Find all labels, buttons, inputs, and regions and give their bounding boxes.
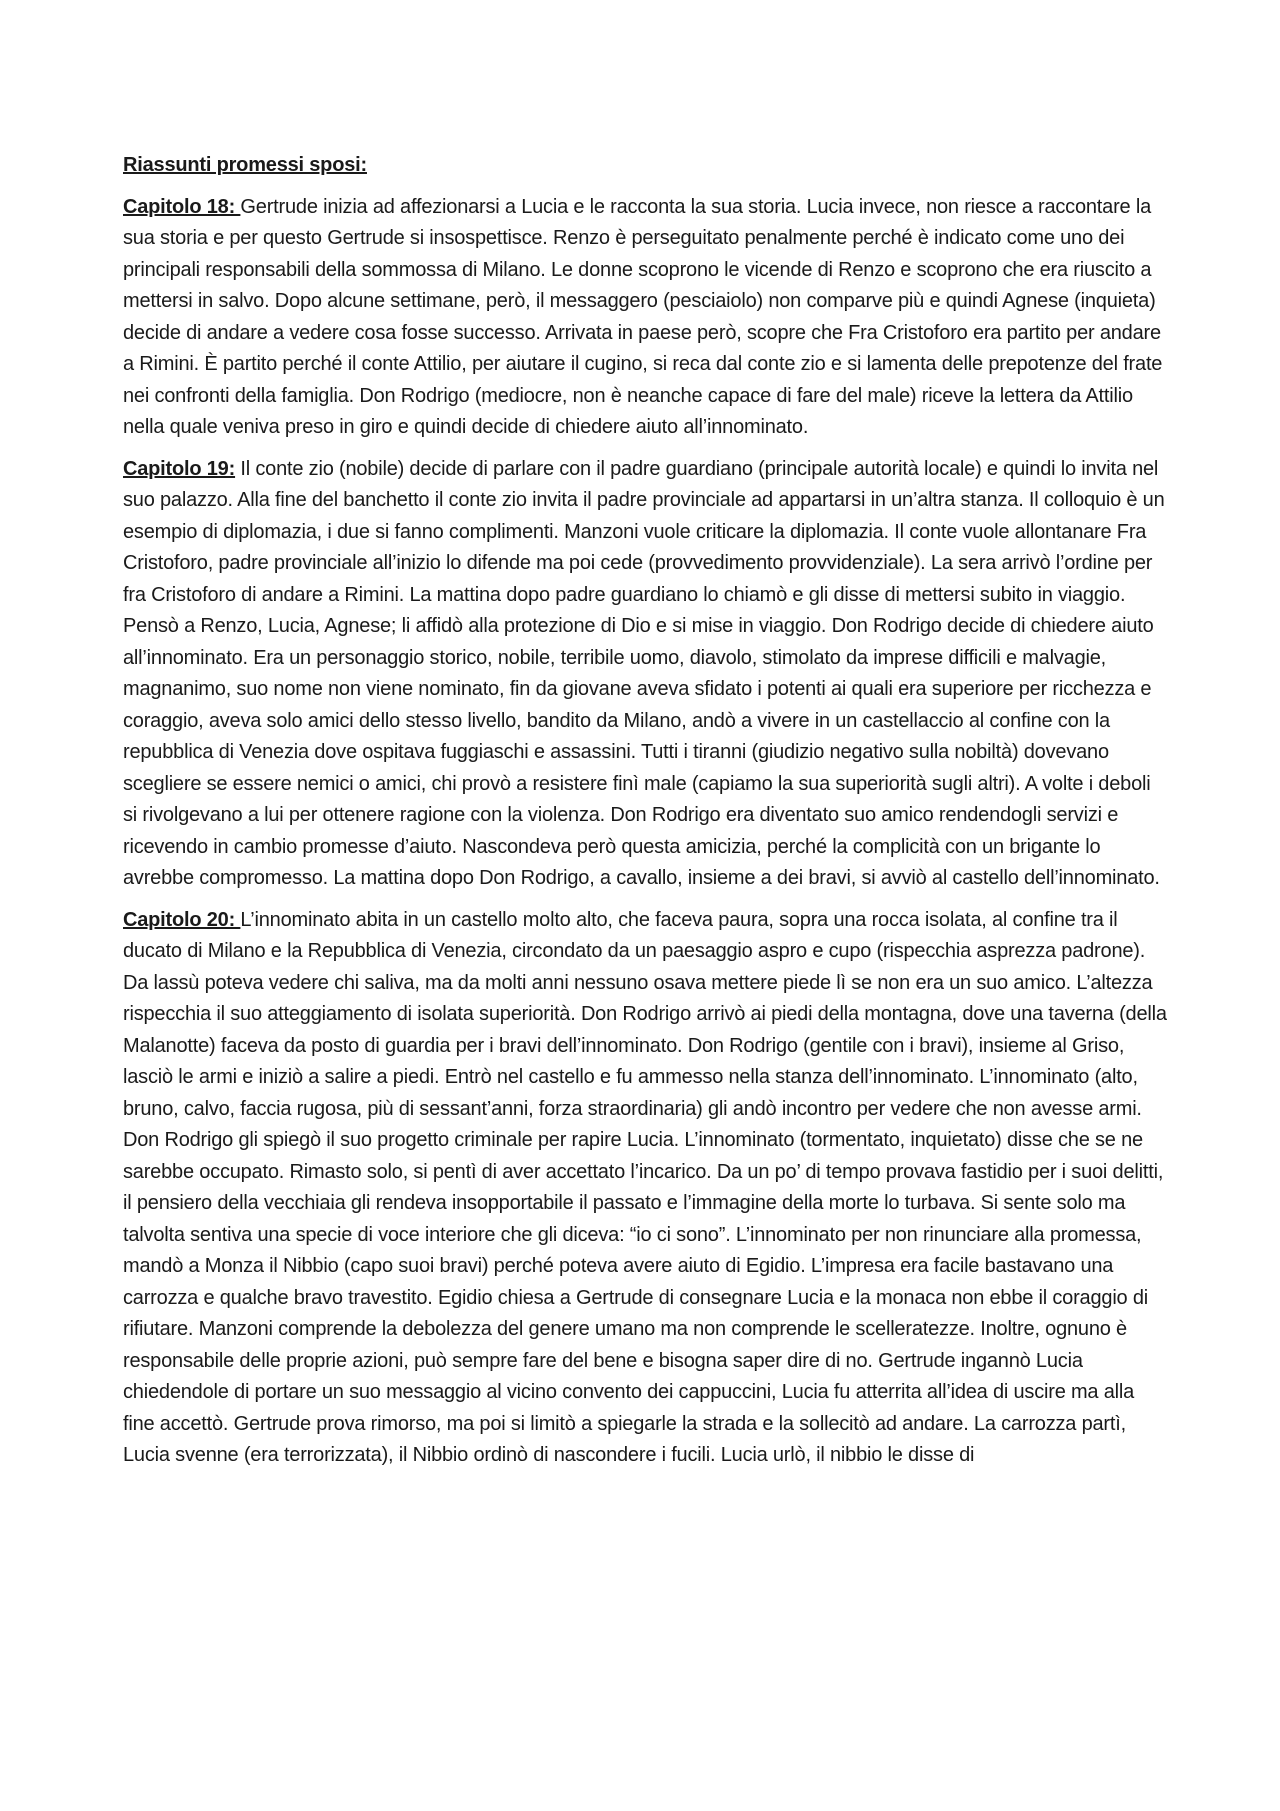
chapter-20-label: Capitolo 20:: [123, 908, 241, 931]
chapter-19-paragraph: [123, 454, 1168, 895]
document-title: Riassunti promessi sposi:: [123, 154, 367, 176]
chapter-19-label: Capitolo 19:: [123, 457, 236, 480]
chapter-18-paragraph: [123, 192, 1168, 444]
chapter-18-text: Gertrude inizia ad affezionarsi a Lucia e le racconta la sua storia. Lucia invece, non riesce a raccontare la sua storia e per questo Gertrude si insospettisce. Renzo è perseguitato penalmente perché è indicato come uno dei principali responsabili della sommossa di Milano. Le donne scoprono le vicende di Renzo e scoprono che era riuscito a mettersi in salvo. Dopo alcune settimane, però, il messaggero (pesciaiolo) non comparve più e quindi Agnese (inquieta) decide di andare a vedere cosa fosse successo. Arrivata in paese però, scopre che Fra Cristoforo era partito per andare a Rimini. È partito perché il conte Attilio, per aiutare il cugino, si reca dal conte zio e si lamenta delle prepotenze del frate nei confronti della famiglia. Don Rodrigo (mediocre, non è neanche capace di fare del male) riceve la lettera da Attilio nella quale veniva preso in giro e quindi decide di chiedere aiuto all’innominato.: [123, 195, 1163, 438]
chapter-20-paragraph: [123, 905, 1168, 1472]
chapter-18-label: Capitolo 18:: [123, 195, 241, 218]
document-page: [123, 150, 1168, 1482]
chapter-19-text: Il conte zio (nobile) decide di parlare con il padre guardiano (principale autorità locale) e quindi lo invita nel suo palazzo. Alla fine del banchetto il conte zio invita il padre provinciale ad appartarsi in un’altra stanza. Il colloquio è un esempio di diplomazia, i due si fanno complimenti. Manzoni vuole criticare la diplomazia. Il conte vuole allontanare Fra Cristoforo, padre provinciale all’inizio lo difende ma poi cede (provvedimento provvidenziale). La sera arrivò l’ordine per fra Cristoforo di andare a Rimini. La mattina dopo padre guardiano lo chiamò e gli disse di mettersi subito in viaggio. Pensò a Renzo, Lucia, Agnese; li affidò alla protezione di Dio e si mise in viaggio. Don Rodrigo decide di chiedere aiuto all’innominato. Era un personaggio storico, nobile, terribile uomo, diavolo, stimolato da imprese difficili e malvagie, magnanimo, suo nome non viene nominato, fin da giovane aveva sfidato i potenti ai quali era superiore per ricchezza e coraggio, aveva solo amici dello stesso livello, bandito da Milano, andò a vivere in un castellaccio al confine con la repubblica di Venezia dove ospitava fuggiaschi e assassini. Tutti i tiranni (giudizio negativo sulla nobiltà) dovevano scegliere se essere nemici o amici, chi provò a resistere finì male (capiamo la sua superiorità sugli altri). A volte i deboli si rivolgevano a lui per ottenere ragione con la violenza. Don Rodrigo era diventato suo amico rendendogli servizi e ricevendo in cambio promesse d’aiuto. Nascondeva però questa amicizia, perché la complicità con un brigante lo avrebbe compromesso. La mattina dopo Don Rodrigo, a cavallo, insieme a dei bravi, si avviò al castello dell’innominato.: [123, 457, 1165, 889]
chapter-20-text: L’innominato abita in un castello molto alto, che faceva paura, sopra una rocca isolata, al confine tra il ducato di Milano e la Repubblica di Venezia, circondato da un paesaggio aspro e cupo (rispecchia asprezza padrone). Da lassù poteva vedere chi saliva, ma da molti anni nessuno osava mettere piede lì se non era un suo amico. L’altezza rispecchia il suo atteggiamento di isolata superiorità. Don Rodrigo arrivò ai piedi della montagna, dove una taverna (della Malanotte) faceva da posto di guardia per i bravi dell’innominato. Don Rodrigo (gentile con i bravi), insieme al Griso, lasciò le armi e iniziò a salire a piedi. Entrò nel castello e fu ammesso nella stanza dell’innominato. L’innominato (alto, bruno, calvo, faccia rugosa, più di sessant’anni, forza straordinaria) gli andò incontro per vedere che non avesse armi. Don Rodrigo gli spiegò il suo progetto criminale per rapire Lucia. L’innominato (tormentato, inquietato) disse che se ne sarebbe occupato. Rimasto solo, si pentì di aver accettato l’incarico. Da un po’ di tempo provava fastidio per i suoi delitti, il pensiero della vecchiaia gli rendeva insopportabile il passato e l’immagine della morte lo turbava. Si sente solo ma talvolta sentiva una specie di voce interiore che gli diceva: “io ci sono”. L’innominato per non rinunciare alla promessa, mandò a Monza il Nibbio (capo suoi bravi) perché poteva avere aiuto di Egidio. L’impresa era facile bastavano una carrozza e qualche bravo travestito. Egidio chiesa a Gertrude di consegnare Lucia e la monaca non ebbe il coraggio di rifiutare. Manzoni comprende la debolezza del genere umano ma non comprende le scelleratezze. Inoltre, ognuno è responsabile delle proprie azioni, può sempre fare del bene e bisogna saper dire di no. Gertrude ingannò Lucia chiedendole di portare un suo messaggio al vicino convento dei cappuccini, Lucia fu atterrita all’idea di uscire ma alla fine accettò. Gertrude prova rimorso, ma poi si limitò a spiegarle la strada e la sollecitò ad andare. La carrozza partì, Lucia svenne (era terrorizzata), il Nibbio ordinò di nascondere i fucili. Lucia urlò, il nibbio le disse di: [123, 908, 1167, 1466]
